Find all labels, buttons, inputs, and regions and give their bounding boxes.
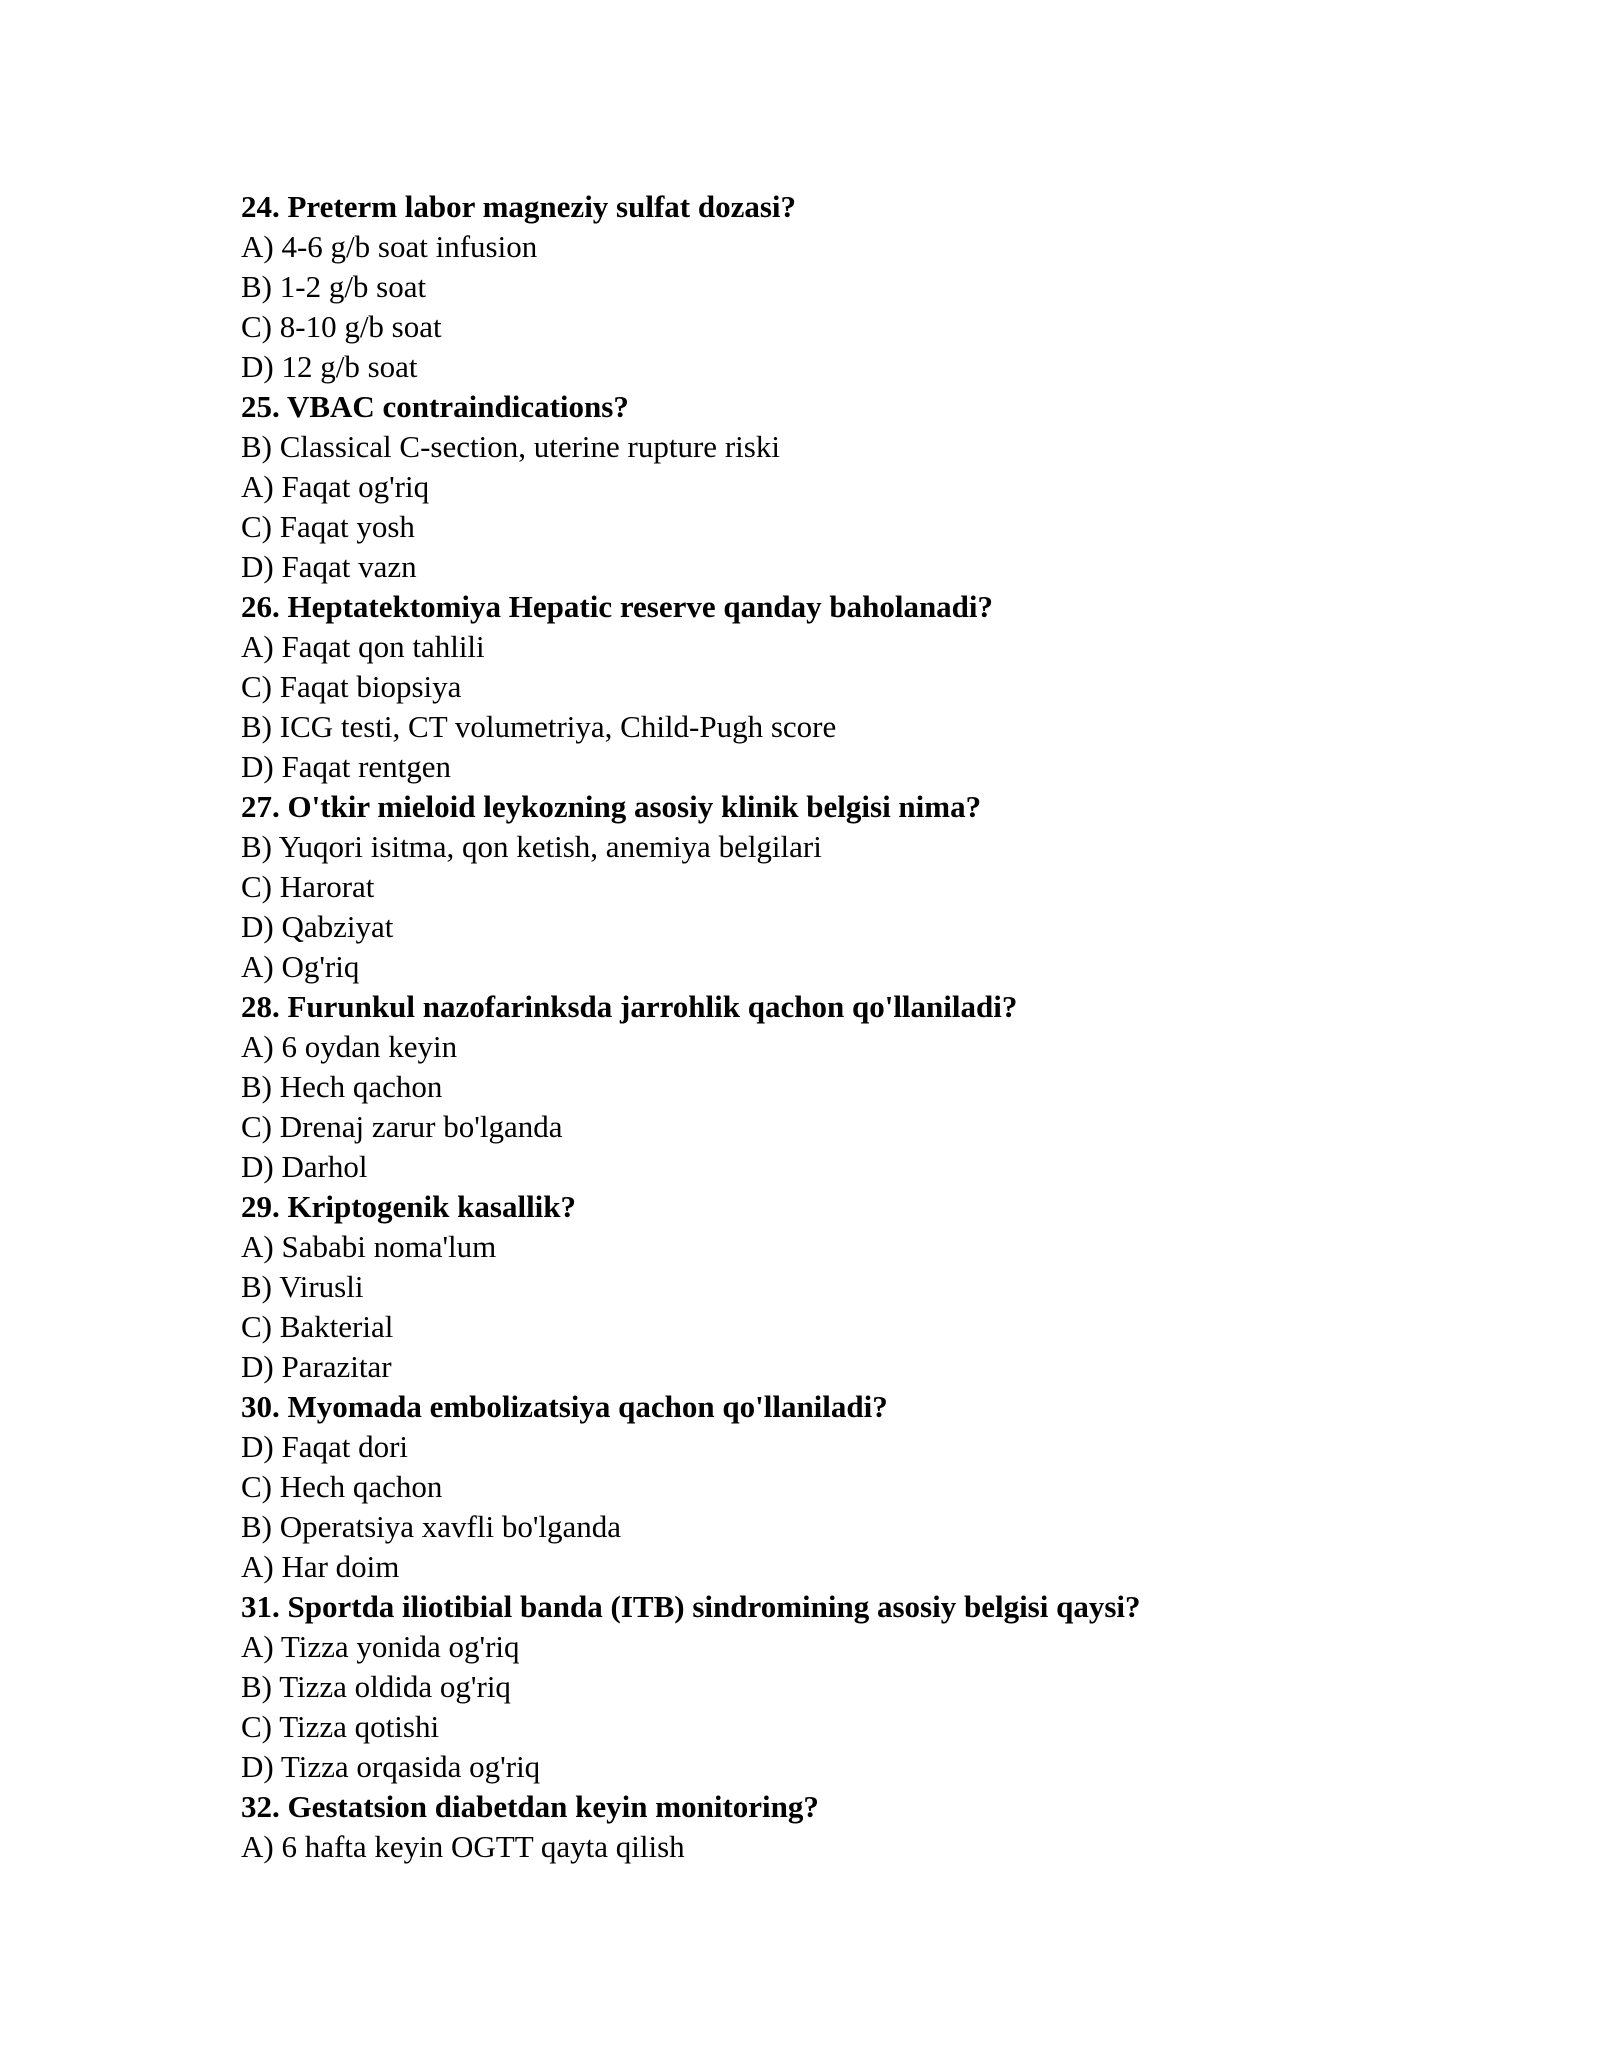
document-body [241, 187, 1441, 1867]
answer-option: B) Hech qachon [241, 1069, 443, 1104]
answer-option: A) Har doim [241, 1549, 400, 1584]
answer-option: A) Og'riq [241, 949, 360, 984]
answer-option: A) 6 oydan keyin [241, 1029, 458, 1064]
question-title: 29. Kriptogenik kasallik? [241, 1189, 577, 1224]
answer-option: D) Faqat dori [241, 1429, 409, 1464]
answer-option: D) Qabziyat [241, 909, 394, 944]
answer-option: A) 4-6 g/b soat infusion [241, 229, 538, 264]
answer-option: B) Classical C-section, uterine rupture riski [241, 429, 780, 464]
answer-option: D) 12 g/b soat [241, 349, 418, 384]
answer-option: B) Tizza oldida og'riq [241, 1669, 511, 1704]
question-title: 31. Sportda iliotibial banda (ITB) sindromining asosiy belgisi qaysi? [241, 1589, 1141, 1624]
answer-option: D) Faqat rentgen [241, 749, 452, 784]
answer-option: A) Tizza yonida og'riq [241, 1629, 520, 1664]
question-title: 27. O'tkir mieloid leykozning asosiy klinik belgisi nima? [241, 789, 982, 824]
answer-option: B) Operatsiya xavfli bo'lganda [241, 1509, 622, 1544]
answer-option: C) Tizza qotishi [241, 1709, 440, 1744]
answer-option: C) 8-10 g/b soat [241, 309, 442, 344]
question-title: 32. Gestatsion diabetdan keyin monitoring? [241, 1789, 819, 1824]
answer-option: C) Harorat [241, 869, 375, 904]
question-title: 26. Heptatektomiya Hepatic reserve qanday baholanadi? [241, 589, 994, 624]
answer-option: D) Darhol [241, 1149, 368, 1184]
answer-option: C) Faqat yosh [241, 509, 415, 544]
answer-option: B) Virusli [241, 1269, 364, 1304]
answer-option: C) Hech qachon [241, 1469, 443, 1504]
question-title: 28. Furunkul nazofarinksda jarrohlik qachon qo'llaniladi? [241, 989, 1018, 1024]
answer-option: A) Faqat qon tahlili [241, 629, 485, 664]
answer-option: D) Parazitar [241, 1349, 392, 1384]
answer-option: A) 6 hafta keyin OGTT qayta qilish [241, 1829, 685, 1864]
answer-option: B) 1-2 g/b soat [241, 269, 427, 304]
answer-option: B) Yuqori isitma, qon ketish, anemiya belgilari [241, 829, 822, 864]
answer-option: C) Bakterial [241, 1309, 394, 1344]
answer-option: C) Drenaj zarur bo'lganda [241, 1109, 563, 1144]
question-title: 24. Preterm labor magneziy sulfat dozasi? [241, 189, 797, 224]
answer-option: A) Sababi noma'lum [241, 1229, 497, 1264]
answer-option: D) Faqat vazn [241, 549, 417, 584]
answer-option: B) ICG testi, CT volumetriya, Child-Pugh score [241, 709, 837, 744]
answer-option: C) Faqat biopsiya [241, 669, 462, 704]
question-title: 25. VBAC contraindications? [241, 389, 629, 424]
question-title: 30. Myomada embolizatsiya qachon qo'llaniladi? [241, 1389, 888, 1424]
answer-option: A) Faqat og'riq [241, 469, 430, 504]
answer-option: D) Tizza orqasida og'riq [241, 1749, 541, 1784]
